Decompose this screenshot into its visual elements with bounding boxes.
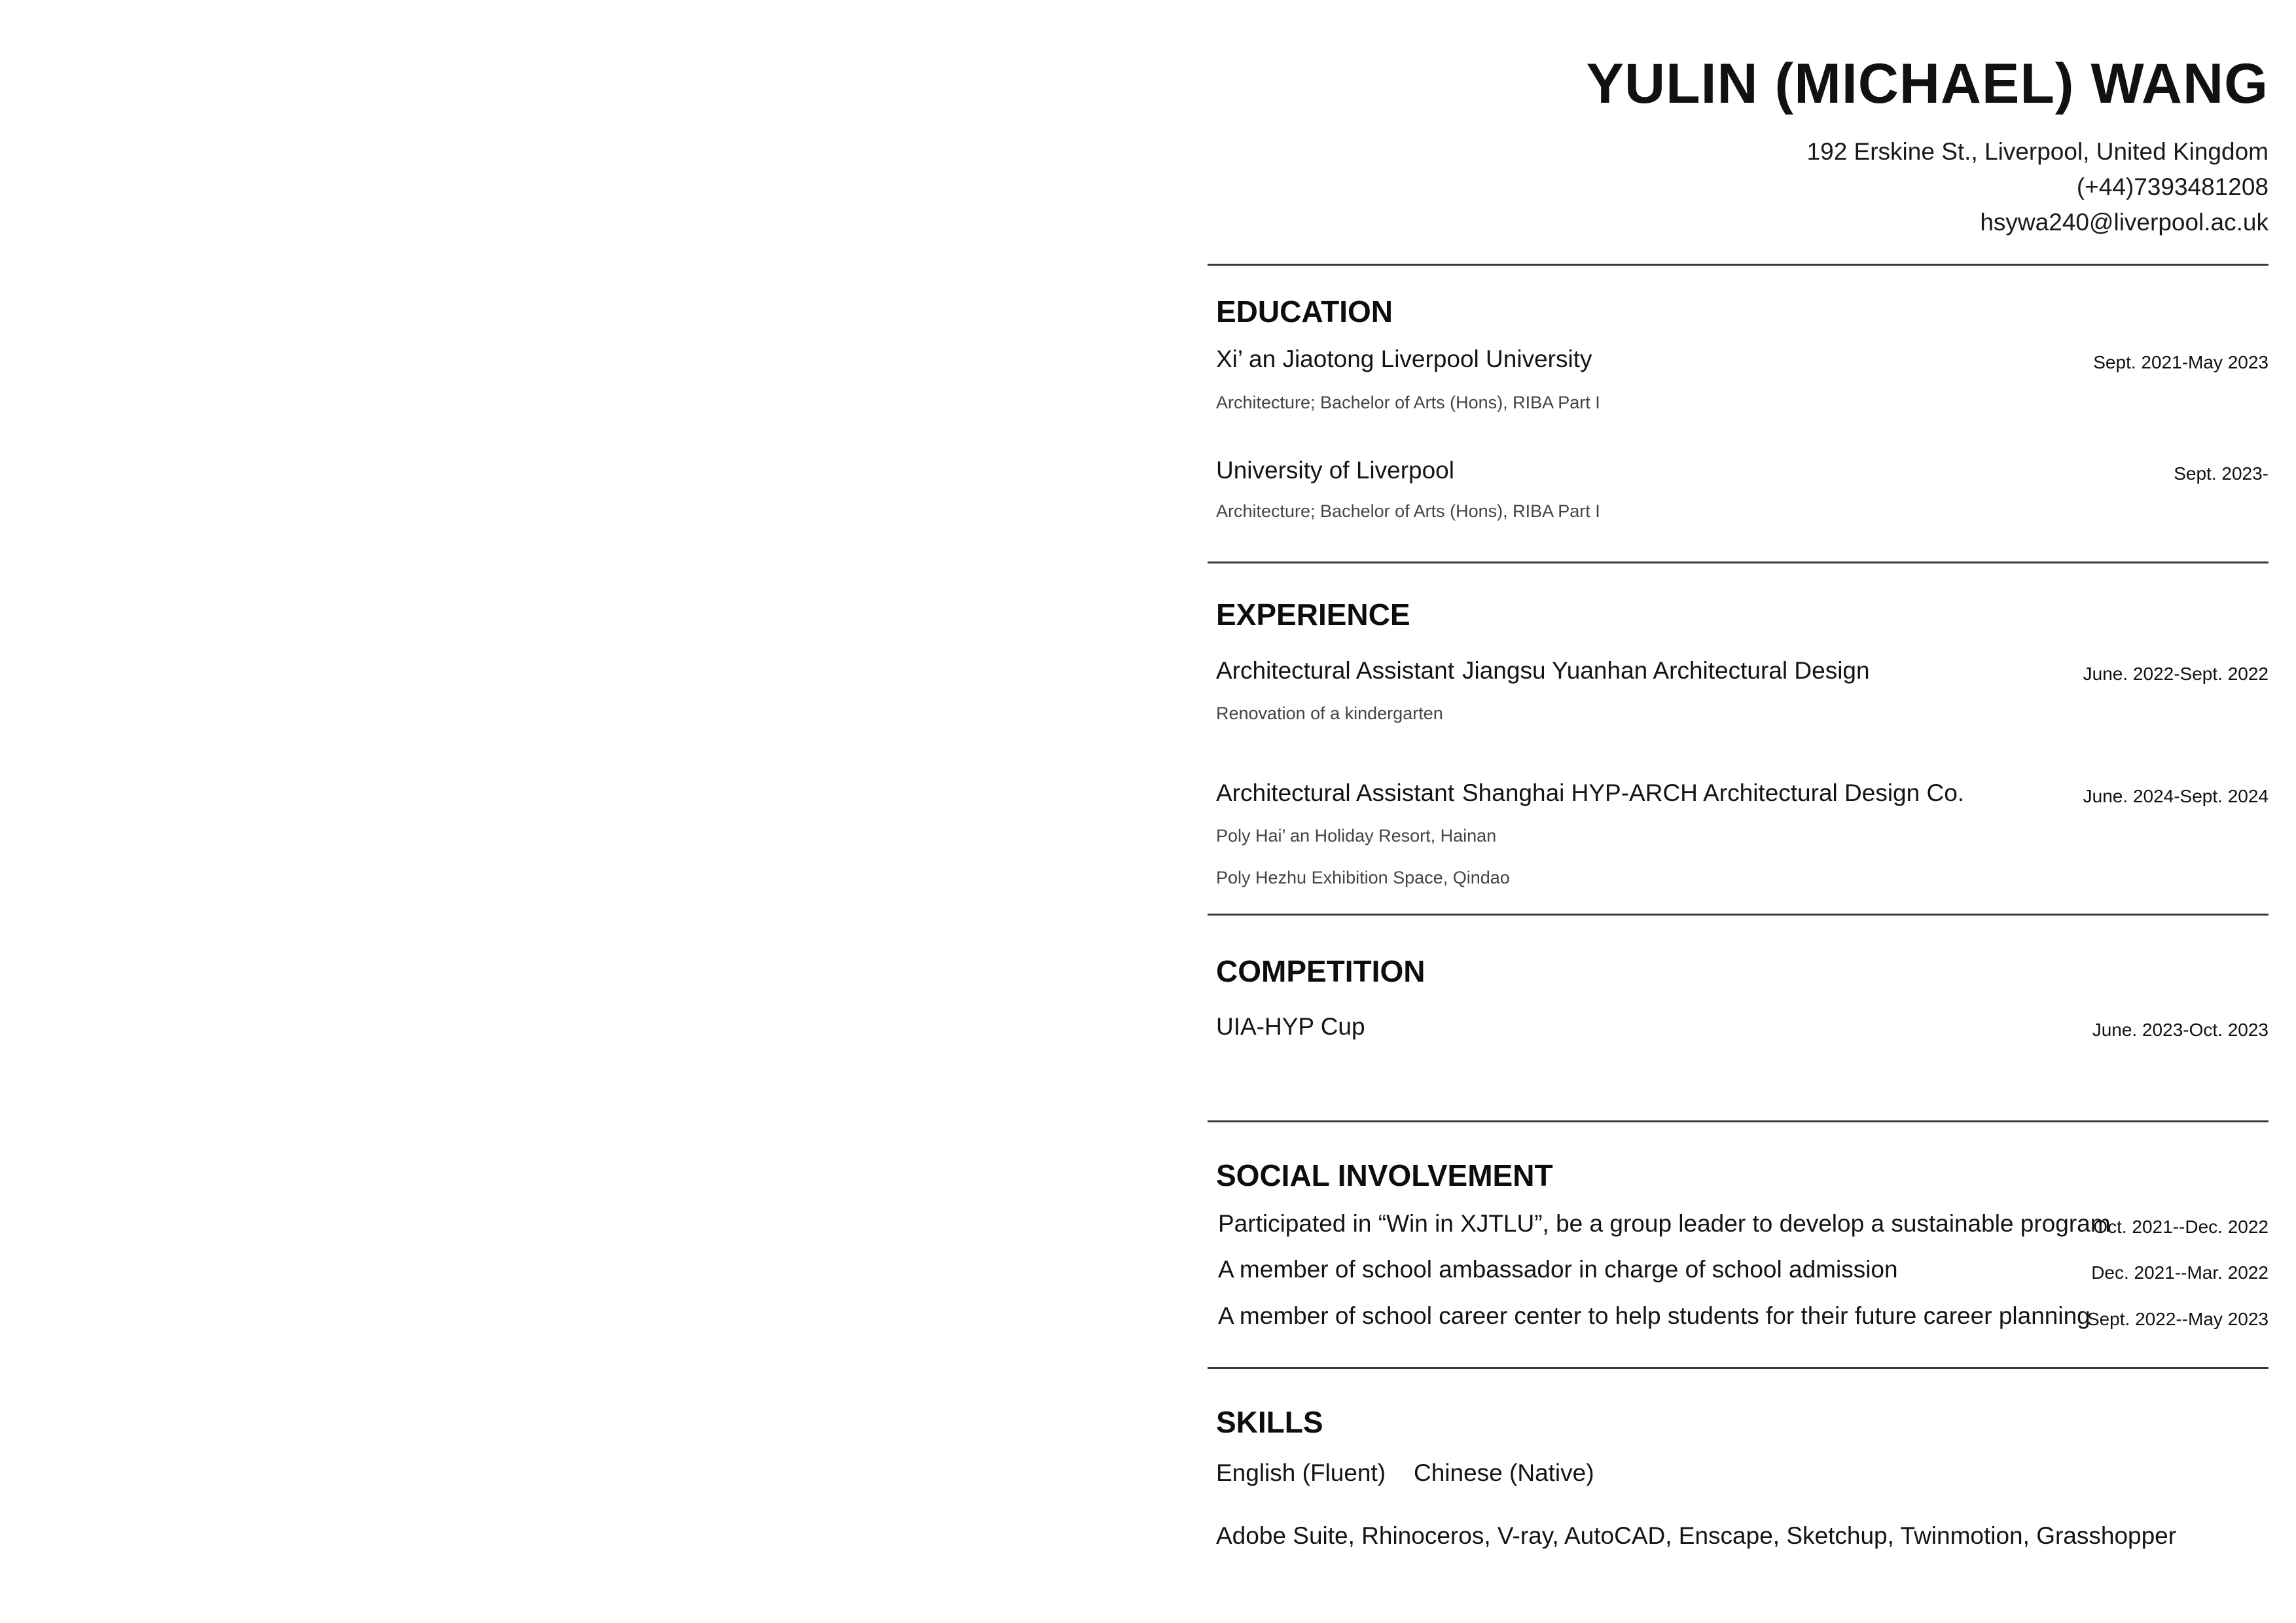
skill-software: Adobe Suite, Rhinoceros, V-ray, AutoCAD, Enscape, Sketchup, Twinmotion, Grasshopper: [1216, 1522, 2177, 1549]
resume-name: YULIN (MICHAEL) WANG: [1586, 52, 2269, 115]
education-date: Sept. 2021-May 2023: [2093, 352, 2269, 372]
experience-role: Architectural Assistant: [1216, 779, 1454, 806]
social-item: A member of school ambassador in charge of school admission: [1218, 1256, 1898, 1283]
experience-company: Jiangsu Yuanhan Architectural Design: [1462, 657, 1870, 684]
education-date: Sept. 2023-: [2174, 463, 2269, 484]
education-detail: Architecture; Bachelor of Arts (Hons), RIBA Part I: [1216, 393, 1600, 412]
social-date: Oct. 2021--Dec. 2022: [2093, 1217, 2269, 1237]
experience-company: Shanghai HYP-ARCH Architectural Design Co.: [1462, 779, 1965, 806]
divider: [1208, 562, 2269, 563]
divider: [1208, 264, 2269, 266]
social-item: A member of school career center to help students for their future career planning: [1218, 1302, 2090, 1329]
section-title-social-involvement: SOCIAL INVOLVEMENT: [1216, 1158, 1553, 1192]
social-date: Dec. 2021--Mar. 2022: [2091, 1262, 2269, 1283]
skill-language: English (Fluent): [1216, 1459, 1386, 1486]
experience-project: Renovation of a kindergarten: [1216, 704, 1443, 723]
experience-project: Poly Hezhu Exhibition Space, Qindao: [1216, 868, 1510, 887]
social-date: Sept. 2022--May 2023: [2087, 1309, 2269, 1329]
experience-date: June. 2022-Sept. 2022: [2083, 664, 2269, 684]
skill-language: Chinese (Native): [1414, 1459, 1594, 1486]
competition-name: UIA-HYP Cup: [1216, 1013, 1365, 1040]
competition-date: June. 2023-Oct. 2023: [2092, 1020, 2269, 1040]
education-institution: University of Liverpool: [1216, 457, 1454, 484]
experience-date: June. 2024-Sept. 2024: [2083, 786, 2269, 806]
section-title-skills: SKILLS: [1216, 1405, 1323, 1439]
divider: [1208, 1367, 2269, 1369]
experience-role: Architectural Assistant: [1216, 657, 1454, 684]
education-institution: Xi’ an Jiaotong Liverpool University: [1216, 346, 1592, 372]
experience-project: Poly Hai’ an Holiday Resort, Hainan: [1216, 826, 1497, 846]
phone: (+44)7393481208: [2076, 173, 2269, 200]
address: 192 Erskine St., Liverpool, United Kingdom: [1806, 138, 2269, 165]
email[interactable]: hsywa240@liverpool.ac.uk: [1980, 209, 2269, 236]
divider: [1208, 914, 2269, 916]
section-title-education: EDUCATION: [1216, 294, 1393, 329]
divider: [1208, 1120, 2269, 1122]
section-title-experience: EXPERIENCE: [1216, 597, 1410, 632]
education-detail: Architecture; Bachelor of Arts (Hons), RIBA Part I: [1216, 501, 1600, 521]
section-title-competition: COMPETITION: [1216, 954, 1426, 988]
social-item: Participated in “Win in XJTLU”, be a group leader to develop a sustainable program: [1218, 1210, 2111, 1237]
